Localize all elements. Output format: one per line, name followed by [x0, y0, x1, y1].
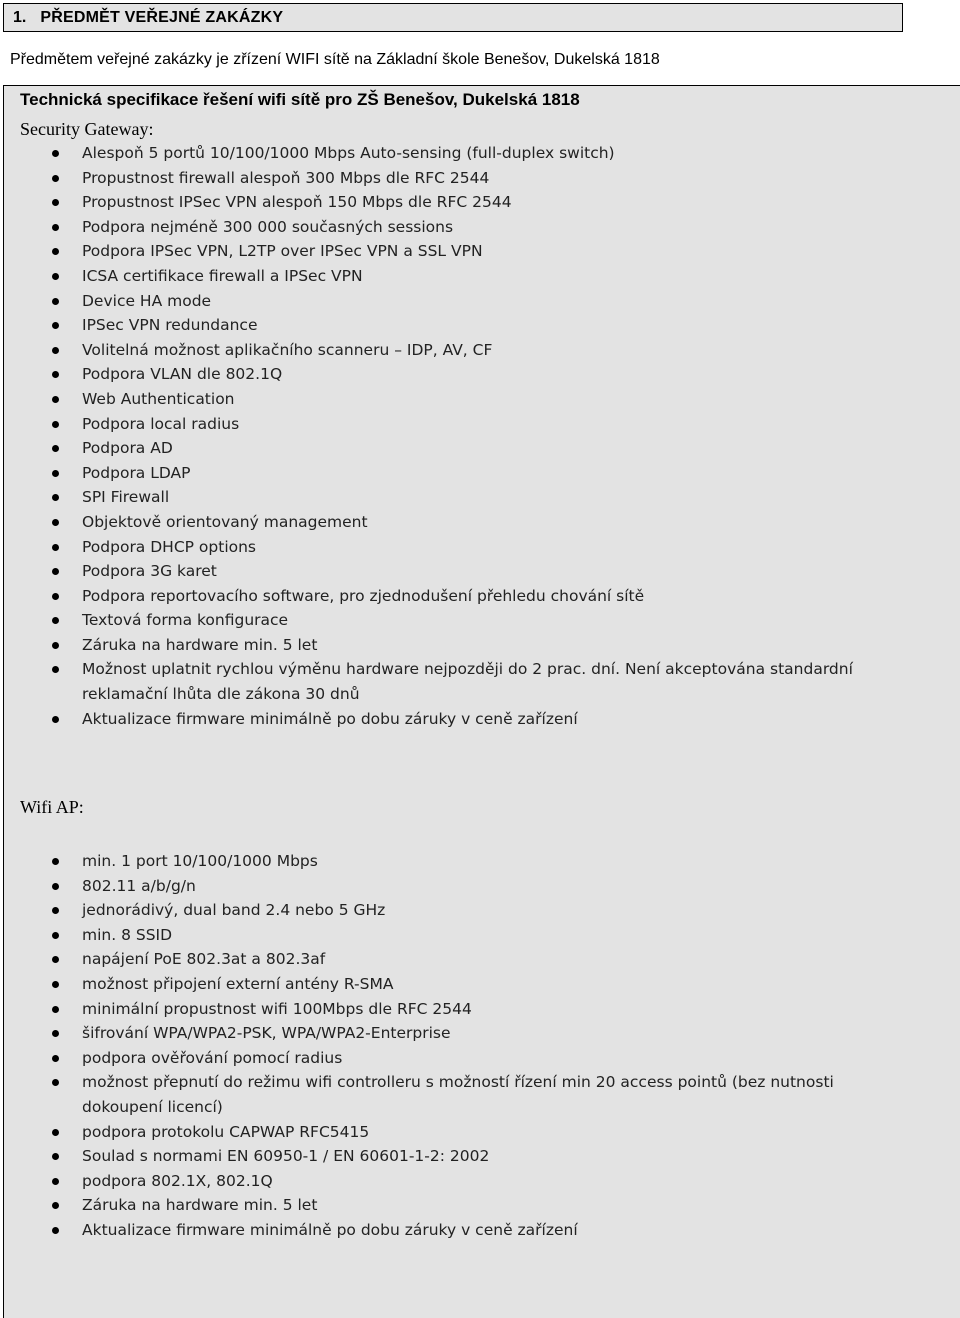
bullet-icon	[52, 642, 59, 649]
list-item-text: Textová forma konfigurace	[82, 611, 289, 630]
list-item	[0, 1120, 902, 1145]
bullet-icon	[52, 199, 59, 206]
bullet-icon	[52, 1079, 59, 1086]
list-item	[0, 997, 902, 1022]
list-item	[0, 1070, 902, 1119]
list-item	[0, 412, 902, 437]
list-item-text: Podpora VLAN dle 802.1Q	[82, 365, 283, 384]
list-item-text: Podpora AD	[82, 439, 173, 458]
bullet-icon	[52, 1129, 59, 1136]
wifi-ap-label: Wifi AP:	[20, 797, 84, 817]
list-item-text: Podpora IPSec VPN, L2TP over IPSec VPN a SSL VPN	[82, 242, 483, 261]
bullet-icon	[52, 470, 59, 477]
list-item-text: šifrování WPA/WPA2-PSK, WPA/WPA2-Enterprise	[82, 1024, 451, 1043]
list-item	[0, 510, 902, 535]
bullet-icon	[52, 1030, 59, 1037]
wifi-ap-list	[0, 849, 902, 1243]
list-item	[0, 239, 902, 264]
bullet-icon	[52, 1202, 59, 1209]
list-item-text: jednorádivý, dual band 2.4 nebo 5 GHz	[82, 901, 386, 920]
list-item	[0, 141, 902, 166]
list-item-text: Aktualizace firmware minimálně po dobu záruky v ceně zařízení	[82, 1220, 578, 1239]
list-item-text: Objektově orientovaný management	[82, 512, 368, 531]
list-item	[0, 608, 902, 633]
list-item-text: podpora ověřování pomocí radius	[82, 1048, 343, 1067]
bullet-icon	[52, 981, 59, 988]
list-item	[0, 1021, 902, 1046]
list-item-text: Podpora 3G karet	[82, 562, 217, 581]
bullet-icon	[52, 371, 59, 378]
bullet-icon	[52, 544, 59, 551]
list-item	[0, 923, 902, 948]
list-item	[0, 436, 902, 461]
list-item	[0, 559, 902, 584]
bullet-icon	[52, 593, 59, 600]
list-item-text: min. 1 port 10/100/1000 Mbps	[82, 852, 318, 870]
bullet-icon	[52, 322, 59, 329]
section-title: PŘEDMĚT VEŘEJNÉ ZAKÁZKY	[40, 8, 284, 26]
list-item	[0, 947, 902, 972]
list-item	[0, 264, 902, 289]
list-item-text: 802.11 a/b/g/n	[82, 876, 196, 895]
list-item	[0, 1193, 902, 1218]
bullet-icon	[52, 716, 59, 723]
list-item	[0, 289, 902, 314]
security-gateway-label: Security Gateway:	[20, 119, 154, 139]
bullet-icon	[52, 883, 59, 890]
bullet-icon	[52, 617, 59, 624]
list-item	[0, 190, 902, 215]
bullet-icon	[52, 1227, 59, 1234]
bullet-icon	[52, 1055, 59, 1062]
bullet-icon	[52, 150, 59, 157]
section-number: 1.	[13, 8, 27, 26]
list-item-text: Device HA mode	[82, 291, 212, 310]
list-item	[0, 166, 902, 191]
list-item	[0, 657, 902, 706]
bullet-icon	[52, 273, 59, 280]
bullet-icon	[52, 421, 59, 428]
section-header	[3, 3, 903, 32]
list-item	[0, 1046, 902, 1071]
list-item-text: možnost přepnutí do režimu wifi controlleru s možností řízení min 20 access pointů (bez nutnosti dokoupení licencí)	[82, 1073, 834, 1116]
list-item-text: napájení PoE 802.3at a 802.3af	[82, 950, 326, 969]
list-item-text: Volitelná možnost aplikačního scanneru – IDP, AV, CF	[82, 340, 493, 359]
list-item	[0, 485, 902, 510]
list-item	[0, 898, 902, 923]
bullet-icon	[52, 298, 59, 305]
list-item-text: Podpora DHCP options	[82, 537, 257, 556]
list-item	[0, 461, 902, 486]
list-item-text: Propustnost firewall alespoň 300 Mbps dle RFC 2544	[82, 168, 490, 187]
list-item-text: IPSec VPN redundance	[82, 316, 258, 335]
bullet-icon	[52, 858, 59, 865]
list-item	[0, 313, 902, 338]
list-item-text: Web Authentication	[82, 389, 235, 408]
list-item	[0, 338, 902, 363]
bullet-icon	[52, 568, 59, 575]
list-item-text: Podpora local radius	[82, 414, 240, 433]
list-item-text: min. 8 SSID	[82, 925, 173, 944]
list-item	[0, 535, 902, 560]
bullet-icon	[52, 956, 59, 963]
list-item	[0, 362, 902, 387]
bullet-icon	[52, 932, 59, 939]
list-item-text: možnost připojení externí antény R-SMA	[82, 974, 394, 993]
bullet-icon	[52, 224, 59, 231]
list-item	[0, 584, 902, 609]
bullet-icon	[52, 519, 59, 526]
list-item-text: Podpora reportovacího software, pro zjednodušení přehledu chování sítě	[82, 586, 645, 605]
list-item	[0, 1169, 902, 1194]
bullet-icon	[52, 445, 59, 452]
list-item	[0, 874, 902, 899]
list-item	[0, 849, 902, 874]
list-item-text: podpora protokolu CAPWAP RFC5415	[82, 1122, 370, 1141]
bullet-icon	[52, 396, 59, 403]
list-item-text: Propustnost IPSec VPN alespoň 150 Mbps dle RFC 2544	[82, 193, 512, 212]
list-item-text: Záruka na hardware min. 5 let	[82, 635, 318, 654]
bullet-icon	[52, 347, 59, 354]
list-item-text: Možnost uplatnit rychlou výměnu hardware nejpozději do 2 prac. dní. Není akceptována standardní reklamační lhůta dle zákona 30 dnů	[82, 660, 853, 704]
list-item	[0, 972, 902, 997]
list-item	[0, 215, 902, 240]
list-item-text: Soulad s normami EN 60950-1 / EN 60601-1-2: 2002	[82, 1147, 490, 1166]
list-item-text: Aktualizace firmware minimálně po dobu záruky v ceně zařízení	[82, 709, 578, 728]
list-item-text: ICSA certifikace firewall a IPSec VPN	[82, 266, 363, 285]
bullet-icon	[52, 248, 59, 255]
list-item-text: podpora 802.1X, 802.1Q	[82, 1171, 273, 1190]
list-item	[0, 1218, 902, 1243]
bullet-icon	[52, 1006, 59, 1013]
list-item	[0, 707, 902, 732]
list-item	[0, 387, 902, 412]
bullet-icon	[52, 175, 59, 182]
spec-title: Technická specifikace řešení wifi sítě pro ZŠ Benešov, Dukelská 1818	[20, 90, 580, 109]
list-item-text: minimální propustnost wifi 100Mbps dle RFC 2544	[82, 999, 472, 1018]
bullet-icon	[52, 1178, 59, 1185]
list-item-text: Podpora LDAP	[82, 463, 191, 482]
bullet-icon	[52, 907, 59, 914]
subject-text: Předmětem veřejné zakázky je zřízení WIFI sítě na Základní škole Benešov, Dukelská 1818	[10, 51, 660, 68]
bullet-icon	[52, 494, 59, 501]
security-gateway-list	[0, 141, 902, 731]
list-item-text: SPI Firewall	[82, 488, 170, 507]
bullet-icon	[52, 1153, 59, 1160]
bullet-icon	[52, 666, 59, 673]
list-item	[0, 1144, 902, 1169]
list-item-text: Alespoň 5 portů 10/100/1000 Mbps Auto-sensing (full-duplex switch)	[82, 144, 615, 162]
list-item-text: Záruka na hardware min. 5 let	[82, 1196, 318, 1215]
list-item	[0, 633, 902, 658]
list-item-text: Podpora nejméně 300 000 současných sessions	[82, 217, 454, 236]
